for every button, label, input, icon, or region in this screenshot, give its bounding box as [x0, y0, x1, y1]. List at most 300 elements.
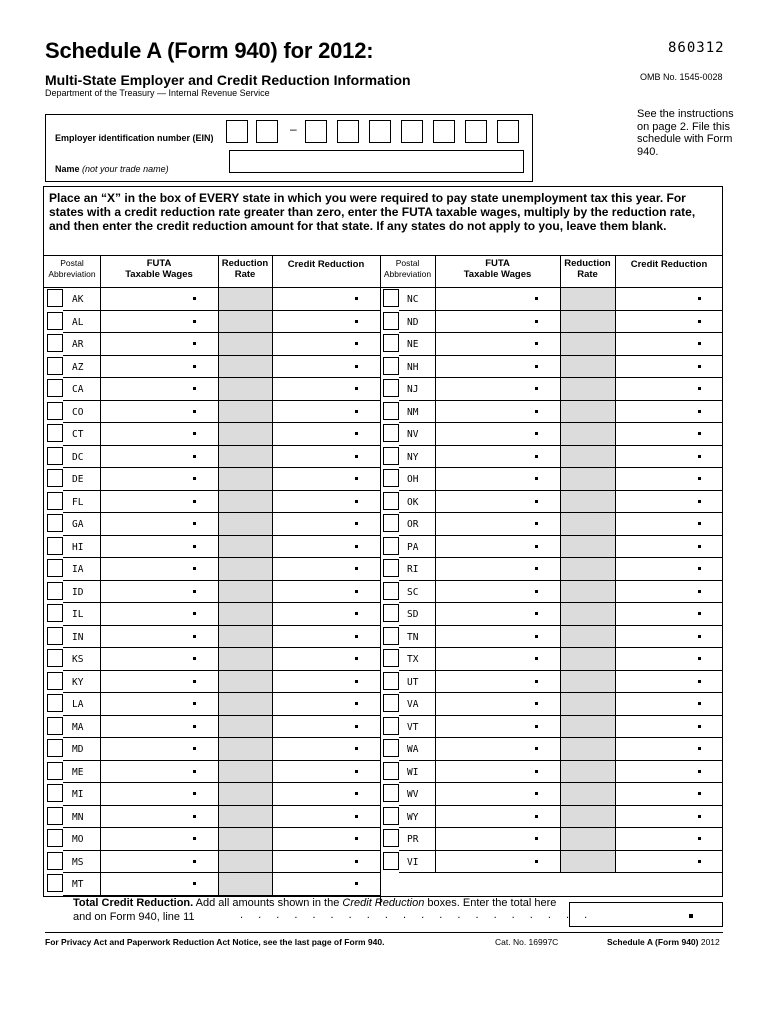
state-checkbox-sd[interactable]	[383, 604, 399, 622]
row-rule	[100, 512, 380, 513]
futa-wages-field-ak[interactable]	[102, 289, 216, 308]
credit-reduction-field-ia[interactable]	[274, 559, 378, 578]
state-checkbox-hi[interactable]	[47, 537, 63, 555]
futa-header-line2: Taxable Wages	[125, 269, 193, 280]
state-checkbox-la[interactable]	[47, 694, 63, 712]
state-checkbox-va[interactable]	[383, 694, 399, 712]
state-abbrev: ID	[72, 586, 84, 598]
row-rule	[399, 625, 435, 626]
state-checkbox-pr[interactable]	[383, 829, 399, 847]
state-checkbox-ok[interactable]	[383, 492, 399, 510]
futa-wages-field-ct[interactable]	[102, 424, 216, 443]
credit-reduction-field-vi[interactable]	[617, 852, 721, 871]
futa-header-line1: FUTA	[485, 258, 510, 269]
credit-reduction-field-ok[interactable]	[617, 492, 721, 511]
row-rule	[100, 422, 380, 423]
state-abbrev: OH	[407, 474, 419, 485]
credit-reduction-field-wa[interactable]	[617, 739, 721, 758]
state-abbrev: PR	[407, 834, 419, 845]
row-rule	[63, 737, 100, 738]
ein-digit-box[interactable]	[465, 120, 487, 143]
ein-digit-box[interactable]	[369, 120, 391, 143]
reduction-rate-header	[218, 258, 272, 284]
credit-reduction-field-ms[interactable]	[274, 852, 378, 871]
credit-reduction-field-nh[interactable]	[617, 357, 721, 376]
futa-wages-field-il[interactable]	[102, 604, 216, 623]
state-abbrev: AK	[72, 294, 84, 305]
state-checkbox-nv[interactable]	[383, 424, 399, 442]
state-checkbox-ks[interactable]	[47, 649, 63, 667]
name-field[interactable]	[229, 150, 524, 173]
state-checkbox-ri[interactable]	[383, 559, 399, 577]
row-rule	[100, 535, 380, 536]
futa-wages-field-ga[interactable]	[102, 514, 216, 533]
futa-wages-field-az[interactable]	[102, 357, 216, 376]
futa-wages-field-wa[interactable]	[437, 739, 558, 758]
state-checkbox-pa[interactable]	[383, 537, 399, 555]
futa-wages-field-or[interactable]	[437, 514, 558, 533]
futa-wages-field-vi[interactable]	[437, 852, 558, 871]
row-rule	[399, 647, 435, 648]
row-rule	[100, 850, 380, 851]
credit-reduction-field-oh[interactable]	[617, 469, 721, 488]
row-rule	[435, 422, 723, 423]
ein-digit-box[interactable]	[226, 120, 248, 143]
state-abbrev: SD	[407, 609, 419, 620]
total-label-italic: Credit Reduction	[342, 897, 425, 909]
state-checkbox-dc[interactable]	[47, 447, 63, 465]
rate-header-line2: Rate	[577, 269, 598, 280]
credit-reduction-field-az[interactable]	[274, 357, 378, 376]
row-rule	[399, 580, 435, 581]
total-label-text2: boxes. Enter the total here and on Form 940, line 11	[73, 897, 557, 923]
column-divider	[218, 255, 219, 895]
state-abbrev: MI	[72, 789, 84, 800]
credit-reduction-field-md[interactable]	[274, 739, 378, 758]
credit-reduction-header: Credit Reduction	[287, 259, 365, 270]
state-checkbox-nm[interactable]	[383, 402, 399, 420]
state-abbrev: MS	[72, 856, 84, 868]
futa-wages-field-mi[interactable]	[102, 784, 216, 803]
row-rule	[100, 670, 380, 671]
row-rule	[63, 377, 100, 378]
row-rule	[63, 535, 100, 536]
row-rule	[399, 535, 435, 536]
ein-digit-box[interactable]	[497, 120, 519, 143]
futa-wages-field-va[interactable]	[437, 694, 558, 713]
futa-wages-field-nm[interactable]	[437, 402, 558, 421]
futa-wages-field-nd[interactable]	[437, 312, 558, 331]
state-checkbox-sc[interactable]	[383, 582, 399, 600]
row-rule	[100, 310, 380, 311]
row-rule	[435, 535, 723, 536]
credit-reduction-field-tn[interactable]	[617, 627, 721, 646]
form-title: Schedule A (Form 940) for 2012:	[45, 38, 374, 63]
row-rule	[435, 670, 723, 671]
row-rule	[435, 715, 723, 716]
state-abbrev: WI	[407, 766, 419, 778]
credit-reduction-field-wi[interactable]	[617, 762, 721, 781]
futa-wages-field-mt[interactable]	[102, 874, 216, 893]
credit-reduction-field-ar[interactable]	[274, 334, 378, 353]
state-abbrev: WA	[407, 744, 419, 755]
credit-reduction-field-il[interactable]	[274, 604, 378, 623]
row-rule	[100, 400, 380, 401]
state-checkbox-ak[interactable]	[47, 289, 63, 307]
state-checkbox-vi[interactable]	[383, 852, 399, 870]
ein-digit-box[interactable]	[433, 120, 455, 143]
ein-label: Employer identification number (EIN)	[55, 133, 214, 143]
table-header-top-rule	[43, 255, 723, 256]
row-rule	[63, 850, 100, 851]
state-abbrev: MD	[72, 744, 84, 755]
state-checkbox-wv[interactable]	[383, 784, 399, 802]
rate-header-line1: Reduction	[221, 258, 269, 269]
state-checkbox-wa[interactable]	[383, 739, 399, 757]
state-abbrev: KY	[72, 676, 84, 688]
credit-reduction-field-la[interactable]	[274, 694, 378, 713]
futa-wages-field-mn[interactable]	[102, 807, 216, 826]
credit-reduction-field-pr[interactable]	[617, 829, 721, 848]
futa-wages-field-wy[interactable]	[437, 807, 558, 826]
state-abbrev: CT	[72, 429, 84, 440]
ein-digit-box[interactable]	[256, 120, 278, 143]
row-rule	[399, 737, 435, 738]
row-rule	[100, 827, 380, 828]
state-abbrev: WV	[407, 789, 419, 800]
credit-reduction-field-tx[interactable]	[617, 649, 721, 668]
postal-header	[44, 258, 100, 280]
state-checkbox-al[interactable]	[47, 312, 63, 330]
row-rule	[399, 827, 435, 828]
state-abbrev: VI	[407, 856, 419, 868]
footer-form-name-bold: Schedule A (Form 940)	[607, 937, 699, 947]
postal-header-line2: Abbreviation	[383, 269, 432, 279]
futa-wages-field-dc[interactable]	[102, 447, 216, 466]
state-checkbox-nh[interactable]	[383, 357, 399, 375]
state-checkbox-wi[interactable]	[383, 762, 399, 780]
state-abbrev: CO	[72, 406, 84, 418]
state-abbrev: HI	[72, 541, 84, 553]
futa-wages-field-wv[interactable]	[437, 784, 558, 803]
column-divider	[615, 255, 616, 872]
table-header-bottom-rule	[379, 287, 723, 288]
row-rule	[100, 355, 380, 356]
state-abbrev: PA	[407, 541, 419, 553]
row-rule	[100, 557, 380, 558]
name-label	[55, 164, 169, 174]
futa-wages-field-ar[interactable]	[102, 334, 216, 353]
row-rule	[435, 692, 723, 693]
credit-reduction-field-ca[interactable]	[274, 379, 378, 398]
state-abbrev: SC	[407, 586, 419, 598]
futa-wages-field-me[interactable]	[102, 762, 216, 781]
state-abbrev: NH	[407, 361, 419, 373]
row-rule	[63, 310, 100, 311]
state-abbrev: GA	[72, 519, 84, 530]
state-abbrev: AZ	[72, 361, 84, 373]
futa-wages-field-ne[interactable]	[437, 334, 558, 353]
credit-reduction-field-mn[interactable]	[274, 807, 378, 826]
column-divider	[100, 255, 101, 895]
futa-wages-field-nv[interactable]	[437, 424, 558, 443]
credit-reduction-field-nv[interactable]	[617, 424, 721, 443]
state-checkbox-tn[interactable]	[383, 627, 399, 645]
state-checkbox-ky[interactable]	[47, 672, 63, 690]
futa-wages-field-tx[interactable]	[437, 649, 558, 668]
state-abbrev: IN	[72, 631, 84, 643]
ein-digit-box[interactable]	[401, 120, 423, 143]
credit-reduction-field-ct[interactable]	[274, 424, 378, 443]
futa-wages-field-ma[interactable]	[102, 717, 216, 736]
state-checkbox-wy[interactable]	[383, 807, 399, 825]
row-rule	[435, 647, 723, 648]
state-checkbox-nd[interactable]	[383, 312, 399, 330]
state-checkbox-ca[interactable]	[47, 379, 63, 397]
row-rule	[63, 422, 100, 423]
state-abbrev: TN	[407, 631, 419, 643]
credit-reduction-field-dc[interactable]	[274, 447, 378, 466]
futa-wages-field-hi[interactable]	[102, 537, 216, 556]
row-rule	[399, 602, 435, 603]
row-rule	[100, 625, 380, 626]
total-credit-reduction-field[interactable]	[569, 902, 723, 927]
futa-wages-field-ut[interactable]	[437, 672, 558, 691]
credit-reduction-field-nc[interactable]	[617, 289, 721, 308]
futa-wages-field-fl[interactable]	[102, 492, 216, 511]
row-rule	[100, 467, 380, 468]
futa-wages-field-nc[interactable]	[437, 289, 558, 308]
state-checkbox-az[interactable]	[47, 357, 63, 375]
futa-wages-field-oh[interactable]	[437, 469, 558, 488]
credit-reduction-field-fl[interactable]	[274, 492, 378, 511]
futa-wages-field-pr[interactable]	[437, 829, 558, 848]
row-rule	[435, 827, 723, 828]
futa-wages-field-id[interactable]	[102, 582, 216, 601]
omb-number: OMB No. 1545-0028	[640, 72, 723, 82]
row-rule	[100, 715, 380, 716]
credit-reduction-field-mi[interactable]	[274, 784, 378, 803]
footer-form-name	[607, 937, 720, 947]
credit-reduction-field-mo[interactable]	[274, 829, 378, 848]
credit-reduction-field-id[interactable]	[274, 582, 378, 601]
row-rule	[435, 805, 723, 806]
futa-wages-field-wi[interactable]	[437, 762, 558, 781]
futa-header	[100, 258, 218, 280]
state-checkbox-nc[interactable]	[383, 289, 399, 307]
instructions-text: Place an “X” in the box of EVERY state in which you were required to pay state unemployment tax this year. For states with a credit reduction rate greater than zero, enter the FUTA taxable wages, multiply by the reduction rate, and then enter the credit reduction amount for that state. If any states do not apply to you, leave them blank.	[49, 191, 696, 233]
state-abbrev: WY	[407, 811, 419, 823]
credit-reduction-field-ma[interactable]	[274, 717, 378, 736]
state-checkbox-tx[interactable]	[383, 649, 399, 667]
row-rule	[399, 332, 435, 333]
credit-reduction-field-ut[interactable]	[617, 672, 721, 691]
state-checkbox-fl[interactable]	[47, 492, 63, 510]
state-checkbox-oh[interactable]	[383, 469, 399, 487]
ein-digit-box[interactable]	[305, 120, 327, 143]
row-rule	[435, 602, 723, 603]
state-abbrev: AR	[72, 339, 84, 350]
credit-reduction-field-nj[interactable]	[617, 379, 721, 398]
credit-reduction-field-ak[interactable]	[274, 289, 378, 308]
futa-wages-field-vt[interactable]	[437, 717, 558, 736]
total-label-text1: Add all amounts shown in the	[193, 897, 343, 909]
row-rule	[63, 332, 100, 333]
state-checkbox-in[interactable]	[47, 627, 63, 645]
state-checkbox-mi[interactable]	[47, 784, 63, 802]
ein-digit-box[interactable]	[337, 120, 359, 143]
credit-reduction-field-va[interactable]	[617, 694, 721, 713]
state-checkbox-or[interactable]	[383, 514, 399, 532]
row-rule	[399, 467, 435, 468]
futa-wages-field-mo[interactable]	[102, 829, 216, 848]
futa-wages-field-ok[interactable]	[437, 492, 558, 511]
futa-wages-field-ca[interactable]	[102, 379, 216, 398]
state-checkbox-co[interactable]	[47, 402, 63, 420]
futa-wages-field-de[interactable]	[102, 469, 216, 488]
row-rule	[399, 805, 435, 806]
row-rule	[63, 557, 100, 558]
row-rule	[100, 737, 380, 738]
state-abbrev: AL	[72, 316, 84, 328]
state-abbrev: NY	[407, 451, 419, 463]
state-checkbox-de[interactable]	[47, 469, 63, 487]
row-rule	[435, 512, 723, 513]
credit-reduction-field-sd[interactable]	[617, 604, 721, 623]
credit-reduction-field-co[interactable]	[274, 402, 378, 421]
row-rule	[100, 490, 380, 491]
state-checkbox-il[interactable]	[47, 604, 63, 622]
credit-reduction-field-ny[interactable]	[617, 447, 721, 466]
state-abbrev: NC	[407, 294, 419, 305]
state-checkbox-ga[interactable]	[47, 514, 63, 532]
futa-wages-field-ia[interactable]	[102, 559, 216, 578]
state-abbrev: KS	[72, 654, 84, 665]
state-checkbox-ny[interactable]	[383, 447, 399, 465]
credit-reduction-field-wy[interactable]	[617, 807, 721, 826]
futa-wages-field-ky[interactable]	[102, 672, 216, 691]
state-checkbox-ma[interactable]	[47, 717, 63, 735]
futa-wages-field-co[interactable]	[102, 402, 216, 421]
credit-reduction-field-wv[interactable]	[617, 784, 721, 803]
state-abbrev: MT	[72, 879, 84, 890]
row-rule	[63, 692, 100, 693]
credit-reduction-field-hi[interactable]	[274, 537, 378, 556]
credit-reduction-field-al[interactable]	[274, 312, 378, 331]
futa-wages-field-al[interactable]	[102, 312, 216, 331]
state-abbrev: NM	[407, 406, 419, 418]
credit-reduction-field-vt[interactable]	[617, 717, 721, 736]
credit-reduction-field-de[interactable]	[274, 469, 378, 488]
state-checkbox-mo[interactable]	[47, 829, 63, 847]
futa-wages-field-sc[interactable]	[437, 582, 558, 601]
state-abbrev: ND	[407, 316, 419, 328]
column-divider	[380, 255, 381, 905]
credit-reduction-field-pa[interactable]	[617, 537, 721, 556]
state-checkbox-ms[interactable]	[47, 852, 63, 870]
total-label-bold: Total Credit Reduction.	[73, 897, 194, 909]
futa-wages-field-la[interactable]	[102, 694, 216, 713]
futa-wages-field-nh[interactable]	[437, 357, 558, 376]
footer-rule	[45, 932, 723, 933]
state-abbrev: NE	[407, 339, 419, 350]
credit-reduction-field-mt[interactable]	[274, 874, 378, 893]
row-rule	[100, 602, 380, 603]
state-abbrev: OR	[407, 519, 419, 530]
state-checkbox-mt[interactable]	[47, 874, 63, 892]
state-checkbox-ia[interactable]	[47, 559, 63, 577]
state-abbrev: UT	[407, 676, 419, 688]
state-checkbox-nj[interactable]	[383, 379, 399, 397]
credit-reduction-field-nm[interactable]	[617, 402, 721, 421]
credit-reduction-field-or[interactable]	[617, 514, 721, 533]
state-abbrev: MA	[72, 721, 84, 733]
credit-reduction-field-ky[interactable]	[274, 672, 378, 691]
name-label-hint: (not your trade name)	[82, 164, 169, 174]
state-checkbox-me[interactable]	[47, 762, 63, 780]
rate-header-line1: Reduction	[564, 258, 611, 269]
row-rule	[63, 467, 100, 468]
row-rule	[435, 760, 723, 761]
state-abbrev: VA	[407, 699, 419, 710]
row-rule	[100, 332, 380, 333]
row-rule	[63, 715, 100, 716]
futa-wages-field-tn[interactable]	[437, 627, 558, 646]
state-checkbox-ut[interactable]	[383, 672, 399, 690]
row-rule	[399, 512, 435, 513]
state-abbrev: IA	[72, 564, 84, 575]
column-divider	[560, 255, 561, 872]
futa-wages-field-ny[interactable]	[437, 447, 558, 466]
state-checkbox-md[interactable]	[47, 739, 63, 757]
row-rule	[435, 445, 723, 446]
state-checkbox-ne[interactable]	[383, 334, 399, 352]
futa-wages-field-ks[interactable]	[102, 649, 216, 668]
futa-wages-field-pa[interactable]	[437, 537, 558, 556]
credit-reduction-field-me[interactable]	[274, 762, 378, 781]
row-rule	[63, 580, 100, 581]
state-checkbox-id[interactable]	[47, 582, 63, 600]
footer-form-year: 2012	[698, 937, 720, 947]
row-rule	[399, 850, 435, 851]
credit-reduction-field-nd[interactable]	[617, 312, 721, 331]
form-subtitle: Multi-State Employer and Credit Reduction Information	[45, 72, 411, 88]
state-abbrev: TX	[407, 654, 419, 665]
state-checkbox-ar[interactable]	[47, 334, 63, 352]
state-abbrev: OK	[407, 496, 419, 508]
state-abbrev: NJ	[407, 384, 419, 395]
credit-reduction-field-ks[interactable]	[274, 649, 378, 668]
credit-reduction-field-ri[interactable]	[617, 559, 721, 578]
credit-reduction-field-ga[interactable]	[274, 514, 378, 533]
futa-wages-field-ri[interactable]	[437, 559, 558, 578]
futa-wages-field-ms[interactable]	[102, 852, 216, 871]
state-checkbox-vt[interactable]	[383, 717, 399, 735]
credit-reduction-field-sc[interactable]	[617, 582, 721, 601]
state-checkbox-ct[interactable]	[47, 424, 63, 442]
futa-wages-field-nj[interactable]	[437, 379, 558, 398]
state-abbrev: NV	[407, 429, 419, 440]
futa-wages-field-in[interactable]	[102, 627, 216, 646]
credit-reduction-field-in[interactable]	[274, 627, 378, 646]
state-checkbox-mn[interactable]	[47, 807, 63, 825]
row-rule	[63, 827, 100, 828]
futa-wages-field-md[interactable]	[102, 739, 216, 758]
row-rule	[100, 805, 380, 806]
credit-reduction-field-ne[interactable]	[617, 334, 721, 353]
futa-wages-field-sd[interactable]	[437, 604, 558, 623]
row-rule	[399, 355, 435, 356]
